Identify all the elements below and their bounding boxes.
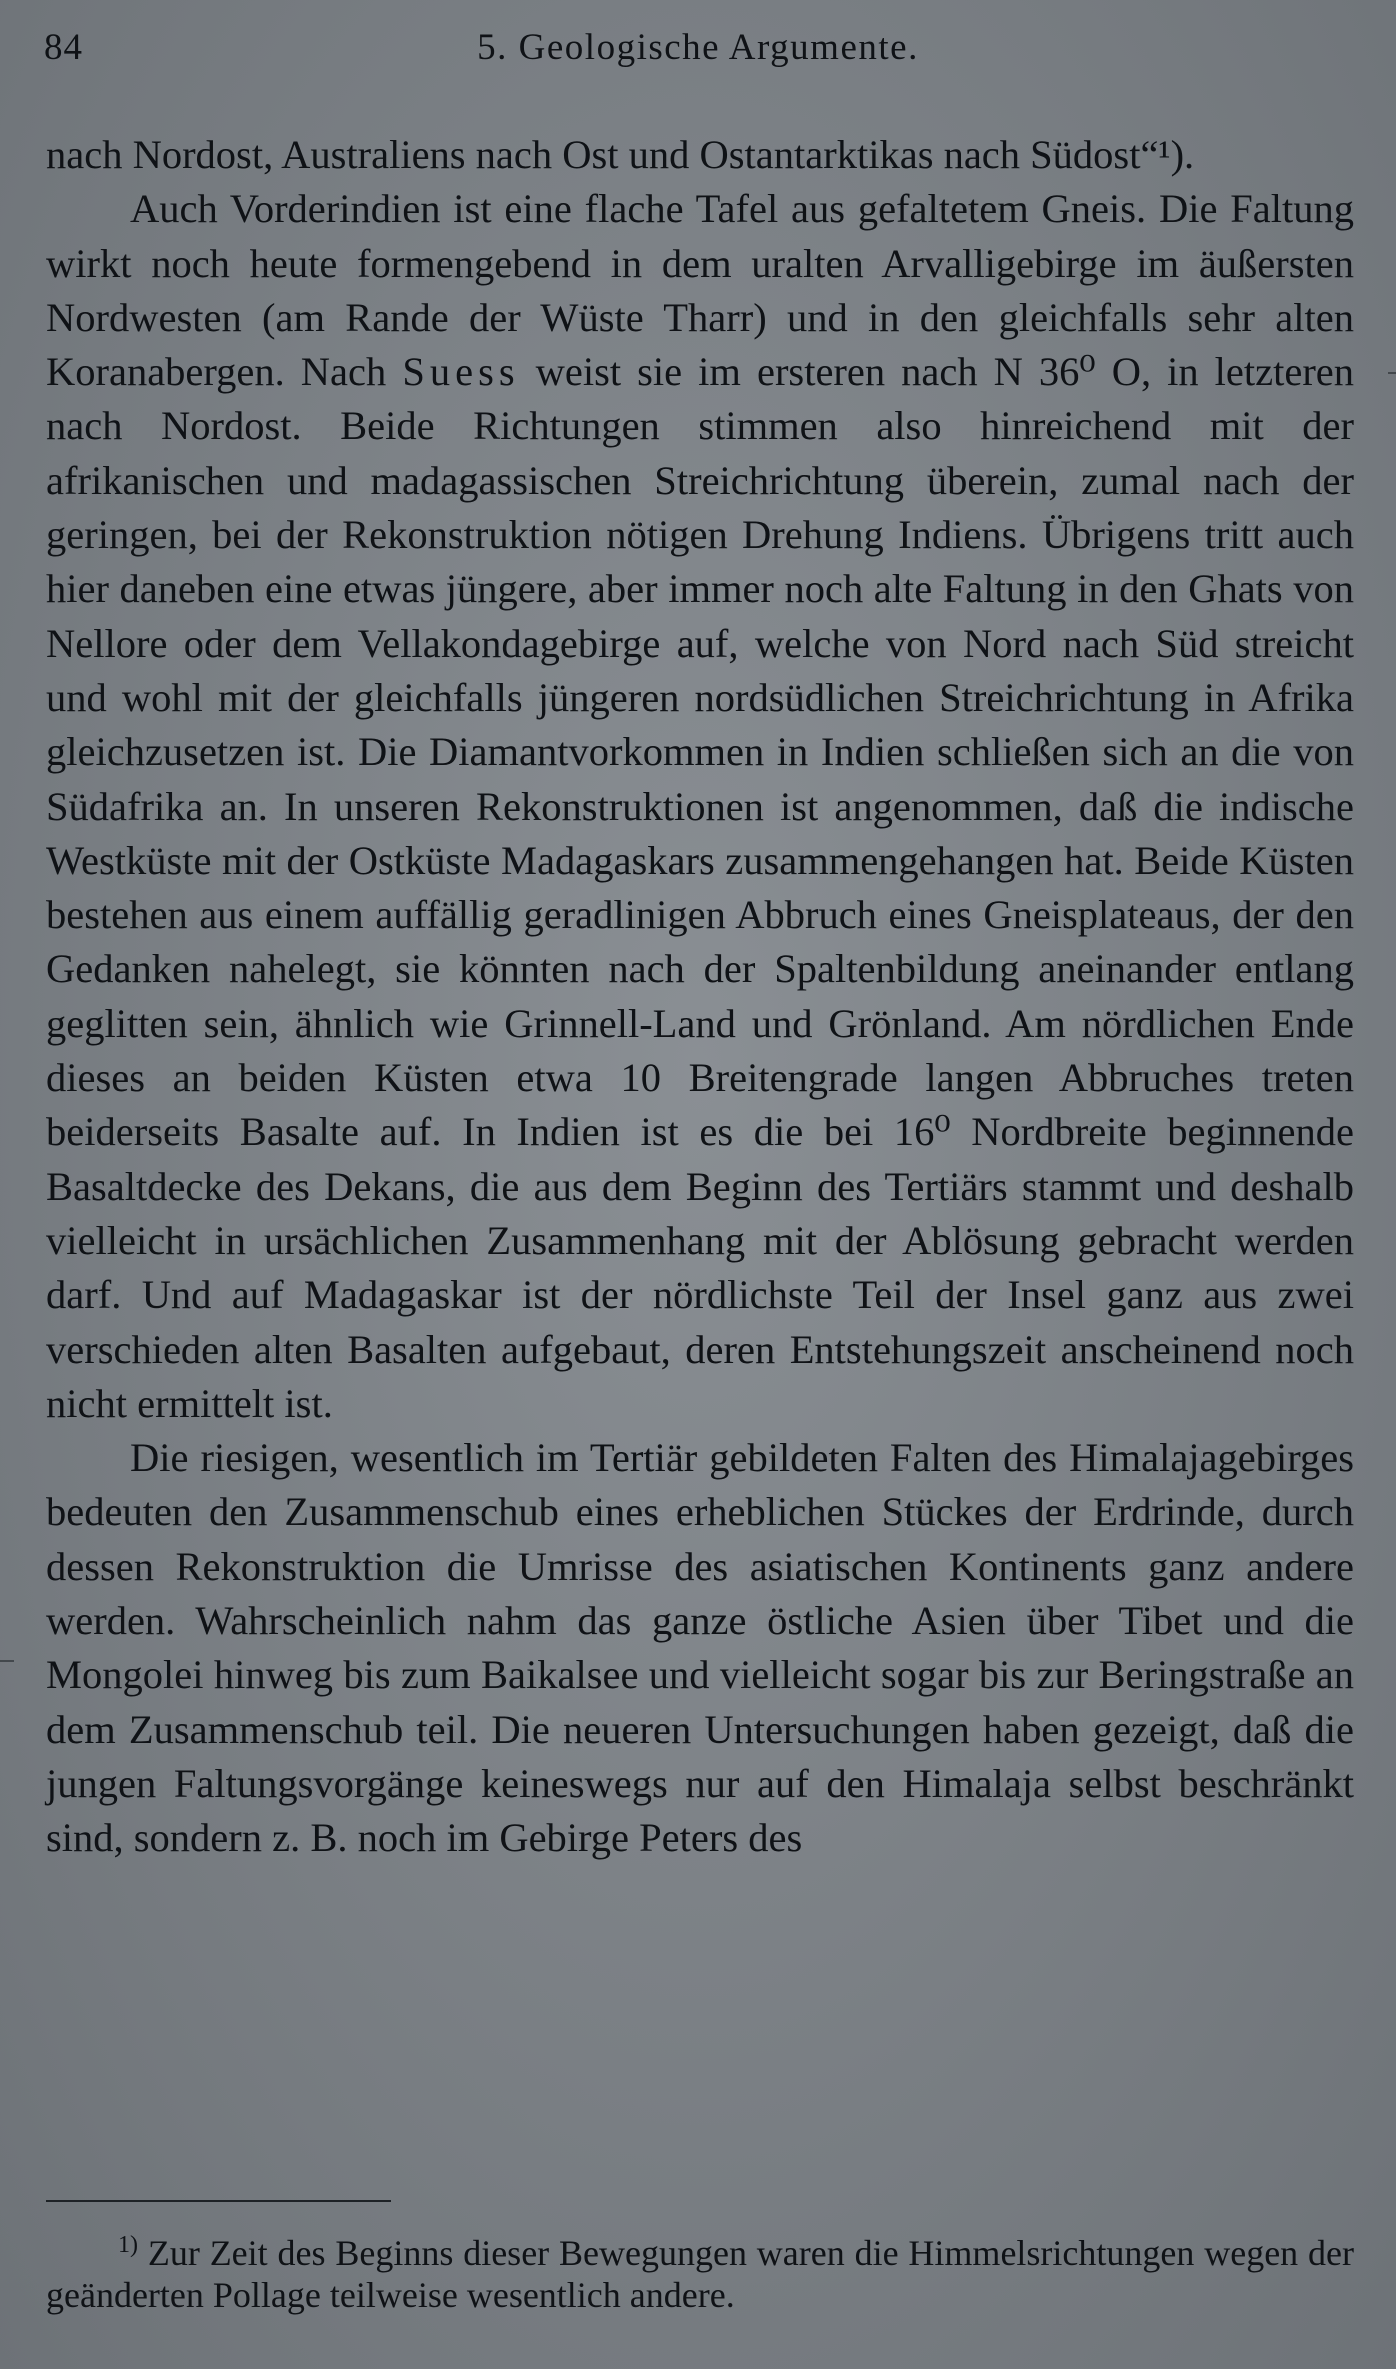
margin-mark	[0, 1660, 14, 1662]
footnote	[46, 2232, 1354, 2316]
paragraph-continuation: nach Nordost, Australiens nach Ost und Ostantarktikas nach Südost“¹).	[46, 132, 1195, 177]
footnote-marker: 1)	[118, 2232, 138, 2258]
paragraph-vorderindien-end: weist sie im ersteren nach N 36⁰ O, in letzteren nach Nordost. Beide Richtungen stimmen also hinreichend mit der afrikanischen und madagassischen Streichrichtung überein, zumal nach der geringen, bei der Rekonstruktion nötigen Drehung Indiens. Übrigens tritt auch hier daneben eine etwas jüngere, aber immer noch alte Faltung in den Ghats von Nellore oder dem Vellakondagebirge auf, welche von Nord nach Süd streicht und wohl mit der gleichfalls jüngeren nordsüdlichen Streichrichtung in Afrika gleichzusetzen ist. Die Diamantvorkommen in Indien schließen sich an die von Südafrika an. In unseren Rekonstruktionen ist angenommen, daß die indische Westküste mit der Ostküste Madagaskars zusammengehangen hat. Beide Küsten bestehen aus einem auffällig geradlinigen Abbruch eines Gneisplateaus, der den Gedanken nahelegt, sie könnten nach der Spaltenbildung aneinander entlang geglitten sein, ähnlich wie Grinnell-Land und Grönland. Am nördlichen Ende dieses an beiden Küsten etwa 10 Breitengrade langen Abbruches treten beiderseits Basalte auf. In Indien ist es die bei 16⁰ Nordbreite beginnende Basaltdecke des Dekans, die aus dem Beginn des Tertiärs stammt und deshalb vielleicht in ursächlichen Zusammenhang mit der Ablösung gebracht werden darf. Und auf Madagaskar ist der nördlichste Teil der Insel ganz aus zwei verschieden alten Basalten aufgebaut, deren Entstehungszeit anscheinend noch nicht ermittelt ist.	[46, 349, 1355, 1426]
paragraph-vorderindien-start: Auch Vorderindien ist eine flache Tafel aus gefaltetem Gneis. Die Faltung wirkt noch heute formengebend in dem uralten Arvalligebirge im äußersten Nordwesten (am Rande der Wüste Tharr) und in den gleichfalls sehr alten Koranabergen. Nach	[46, 186, 1354, 395]
author-name-spaced: Suess	[402, 349, 520, 395]
page-header	[44, 26, 1352, 70]
footnote-text: Zur Zeit des Beginns dieser Bewegungen waren die Himmelsrichtungen wegen der geänderten Pollage teilweise wesentlich andere.	[46, 2233, 1355, 2315]
footnote-separator	[46, 2200, 391, 2202]
paragraph-vorderindien	[46, 182, 1354, 1431]
page-number: 84	[44, 27, 83, 68]
running-title: 5. Geologische Argumente.	[477, 27, 919, 68]
paragraph-himalaja: Die riesigen, wesentlich im Tertiär gebildeten Falten des Himalajagebirges bedeuten den Zusammenschub eines erheblichen Stückes der Erdrinde, durch dessen Rekonstruktion die Umrisse des asiatischen Kontinents ganz andere werden. Wahrscheinlich nahm das ganze östliche Asien über Tibet und die Mongolei hinweg bis zum Baikalsee und vielleicht sogar bis zur Beringstraße an dem Zusammenschub teil. Die neueren Untersuchungen haben gezeigt, daß die jungen Faltungsvorgänge keineswegs nur auf den Himalaja selbst beschränkt sind, sondern z. B. noch im Gebirge Peters des	[46, 1435, 1354, 1861]
margin-mark	[1388, 372, 1396, 374]
body-text	[46, 128, 1354, 1866]
